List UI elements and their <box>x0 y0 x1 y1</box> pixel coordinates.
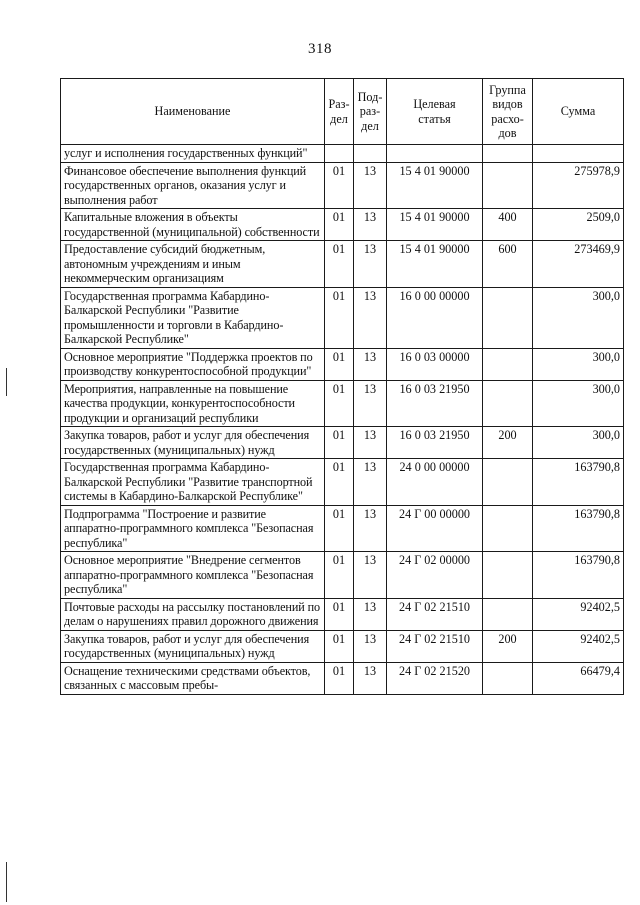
cell-section: 01 <box>325 209 354 241</box>
cell-subsection: 13 <box>354 348 387 380</box>
cell-name: Капитальные вложения в объекты государственной (муниципальной) собственности <box>61 209 325 241</box>
cell-section: 01 <box>325 662 354 694</box>
cell-section: 01 <box>325 505 354 552</box>
cell-expense-group <box>483 662 533 694</box>
cell-subsection: 13 <box>354 459 387 506</box>
table-row <box>61 505 624 552</box>
table-row <box>61 630 624 662</box>
cell-expense-group <box>483 287 533 348</box>
cell-target-item: 16 0 03 21950 <box>387 380 483 427</box>
table-row <box>61 380 624 427</box>
cell-target-item <box>387 145 483 163</box>
cell-amount: 300,0 <box>533 427 624 459</box>
cell-target-item: 24 0 00 00000 <box>387 459 483 506</box>
cell-amount <box>533 145 624 163</box>
cell-subsection: 13 <box>354 662 387 694</box>
cell-target-item: 16 0 03 21950 <box>387 427 483 459</box>
cell-amount: 300,0 <box>533 380 624 427</box>
cell-subsection: 13 <box>354 598 387 630</box>
header-expense-group: Группа видов расхо- дов <box>483 79 533 145</box>
cell-target-item: 24 Г 02 00000 <box>387 552 483 599</box>
cell-target-item: 15 4 01 90000 <box>387 162 483 209</box>
cell-name: Закупка товаров, работ и услуг для обеспечения государственных (муниципальных) нужд <box>61 630 325 662</box>
cell-target-item: 16 0 03 00000 <box>387 348 483 380</box>
cell-section: 01 <box>325 241 354 288</box>
cell-target-item: 15 4 01 90000 <box>387 209 483 241</box>
cell-section: 01 <box>325 630 354 662</box>
cell-expense-group: 200 <box>483 427 533 459</box>
cell-target-item: 24 Г 02 21520 <box>387 662 483 694</box>
cell-expense-group <box>483 598 533 630</box>
cell-target-item: 16 0 00 00000 <box>387 287 483 348</box>
cell-name: Закупка товаров, работ и услуг для обеспечения государственных (муниципальных) нужд <box>61 427 325 459</box>
cell-amount: 163790,8 <box>533 459 624 506</box>
cell-subsection: 13 <box>354 380 387 427</box>
cell-subsection: 13 <box>354 287 387 348</box>
cell-expense-group <box>483 552 533 599</box>
header-section: Раз- дел <box>325 79 354 145</box>
cell-section: 01 <box>325 380 354 427</box>
cell-subsection: 13 <box>354 162 387 209</box>
cell-name: Государственная программа Кабардино-Балкарской Республики "Развитие транспортной системы в Кабардино-Балкарской Республике" <box>61 459 325 506</box>
cell-expense-group: 400 <box>483 209 533 241</box>
cell-name: Государственная программа Кабардино-Балкарской Республики "Развитие промышленности и торговли в Кабардино-Балкарской Республике" <box>61 287 325 348</box>
page-number: 318 <box>308 41 332 57</box>
cell-subsection: 13 <box>354 427 387 459</box>
cell-name: Оснащение техническими средствами объектов, связанных с массовым пребы- <box>61 662 325 694</box>
cell-name: Почтовые расходы на рассылку постановлений по делам о нарушениях правил дорожного движения <box>61 598 325 630</box>
cell-section: 01 <box>325 287 354 348</box>
cell-amount: 2509,0 <box>533 209 624 241</box>
cell-amount: 300,0 <box>533 348 624 380</box>
cell-expense-group: 600 <box>483 241 533 288</box>
cell-section <box>325 145 354 163</box>
table-row <box>61 287 624 348</box>
cell-subsection: 13 <box>354 505 387 552</box>
table-row <box>61 145 624 163</box>
cell-name: услуг и исполнения государственных функций" <box>61 145 325 163</box>
cell-target-item: 24 Г 02 21510 <box>387 598 483 630</box>
cell-expense-group <box>483 162 533 209</box>
table-row <box>61 459 624 506</box>
cell-expense-group <box>483 459 533 506</box>
table-header-row <box>61 79 624 145</box>
cell-amount: 163790,8 <box>533 505 624 552</box>
table-row <box>61 209 624 241</box>
cell-expense-group <box>483 348 533 380</box>
cell-subsection: 13 <box>354 630 387 662</box>
cell-section: 01 <box>325 348 354 380</box>
cell-section: 01 <box>325 552 354 599</box>
cell-name: Основное мероприятие "Внедрение сегментов аппаратно-программного комплекса "Безопасная республика" <box>61 552 325 599</box>
table-row <box>61 427 624 459</box>
cell-name: Основное мероприятие "Поддержка проектов по производству конкурентоспособной продукции" <box>61 348 325 380</box>
header-amount: Сумма <box>533 79 624 145</box>
cell-target-item: 24 Г 00 00000 <box>387 505 483 552</box>
margin-mark-bottom <box>6 862 7 902</box>
cell-subsection: 13 <box>354 209 387 241</box>
cell-target-item: 24 Г 02 21510 <box>387 630 483 662</box>
margin-mark-top <box>6 368 7 396</box>
cell-expense-group <box>483 145 533 163</box>
cell-name: Предоставление субсидий бюджетным, автономным учреждениям и иным некоммерческим организациям <box>61 241 325 288</box>
cell-name: Финансовое обеспечение выполнения функций государственных органов, оказания услуг и выполнения работ <box>61 162 325 209</box>
header-subsection: Под- раз- дел <box>354 79 387 145</box>
cell-section: 01 <box>325 427 354 459</box>
table-row <box>61 348 624 380</box>
cell-section: 01 <box>325 162 354 209</box>
table-body <box>61 145 624 695</box>
cell-subsection <box>354 145 387 163</box>
cell-amount: 275978,9 <box>533 162 624 209</box>
cell-amount: 273469,9 <box>533 241 624 288</box>
cell-amount: 92402,5 <box>533 630 624 662</box>
cell-expense-group <box>483 380 533 427</box>
cell-name: Подпрограмма "Построение и развитие аппаратно-программного комплекса "Безопасная республика" <box>61 505 325 552</box>
cell-amount: 163790,8 <box>533 552 624 599</box>
cell-amount: 92402,5 <box>533 598 624 630</box>
budget-table <box>60 78 624 695</box>
cell-expense-group <box>483 505 533 552</box>
cell-amount: 66479,4 <box>533 662 624 694</box>
header-name: Наименование <box>61 79 325 145</box>
table-row <box>61 662 624 694</box>
header-target-item: Целевая статья <box>387 79 483 145</box>
table-row <box>61 552 624 599</box>
cell-name: Мероприятия, направленные на повышение качества продукции, конкурентоспособности продукции и организаций республики <box>61 380 325 427</box>
cell-amount: 300,0 <box>533 287 624 348</box>
table-row <box>61 241 624 288</box>
cell-subsection: 13 <box>354 241 387 288</box>
cell-section: 01 <box>325 598 354 630</box>
cell-expense-group: 200 <box>483 630 533 662</box>
cell-subsection: 13 <box>354 552 387 599</box>
table-row <box>61 162 624 209</box>
table-row <box>61 598 624 630</box>
cell-section: 01 <box>325 459 354 506</box>
cell-target-item: 15 4 01 90000 <box>387 241 483 288</box>
